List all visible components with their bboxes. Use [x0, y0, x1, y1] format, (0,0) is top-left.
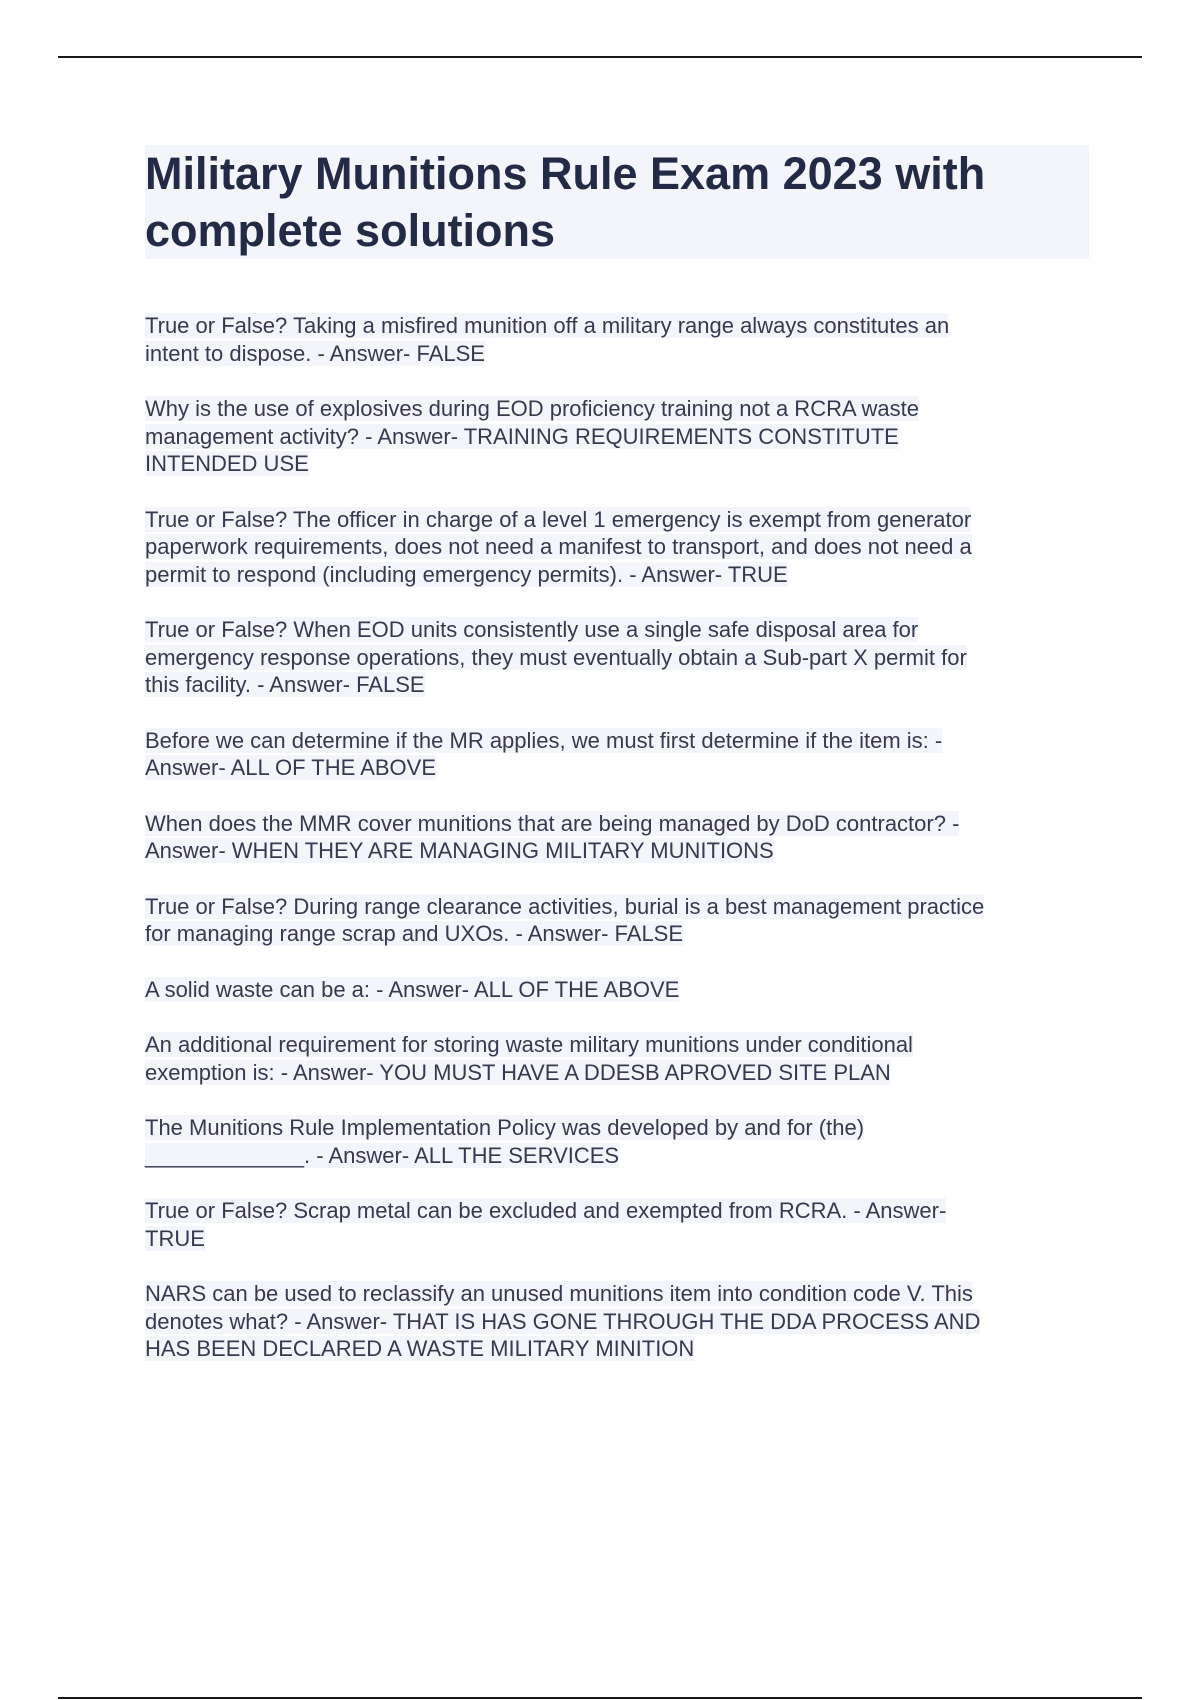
qa-list: [145, 312, 1080, 1391]
qa-item: [145, 1280, 1080, 1363]
qa-item-text: Before we can determine if the MR applies, we must first determine if the item is: - Answer- ALL OF THE ABOVE: [145, 727, 943, 780]
qa-item-text: True or False? Taking a misfired munition off a military range always constitutes an intent to dispose. - Answer- FALSE: [145, 313, 950, 366]
qa-item: [145, 506, 1080, 589]
qa-item-text: Why is the use of explosives during EOD proficiency training not a RCRA waste management activity? - Answer- TRAINING REQUIREMENTS CONSTITUTE INTENDED USE: [145, 396, 920, 476]
footer-rule: [58, 1697, 1142, 1699]
qa-item: [145, 395, 1080, 478]
qa-item: [145, 727, 1080, 782]
qa-item-text: True or False? During range clearance activities, burial is a best management practice for managing range scrap and UXOs. - Answer- FALSE: [145, 893, 985, 946]
header-rule: [58, 56, 1142, 58]
qa-item: [145, 1114, 1080, 1169]
qa-item-text: True or False? When EOD units consistently use a single safe disposal area for emergency response operations, they must eventually obtain a Sub-part X permit for this facility. - Answer- FALSE: [145, 617, 967, 697]
qa-item: [145, 976, 1080, 1004]
qa-item-text: True or False? Scrap metal can be excluded and exempted from RCRA. - Answer- TRUE: [145, 1198, 947, 1251]
qa-item-text: The Munitions Rule Implementation Policy was developed by and for (the) _____________. - Answer- ALL THE SERVICES: [145, 1115, 865, 1168]
title-block: [145, 145, 1089, 259]
qa-item: [145, 893, 1080, 948]
qa-item: [145, 810, 1080, 865]
qa-item: [145, 1031, 1080, 1086]
qa-item: [145, 312, 1080, 367]
qa-item: [145, 1197, 1080, 1252]
qa-item-text: An additional requirement for storing waste military munitions under conditional exemption is: - Answer- YOU MUST HAVE A DDESB APROVED SITE PLAN: [145, 1032, 913, 1085]
document-title: Military Munitions Rule Exam 2023 with complete solutions: [145, 148, 986, 256]
qa-item-text: A solid waste can be a: - Answer- ALL OF THE ABOVE: [145, 976, 680, 1002]
qa-item-text: When does the MMR cover munitions that are being managed by DoD contractor? - Answer- WHEN THEY ARE MANAGING MILITARY MUNITIONS: [145, 810, 960, 863]
qa-item-text: NARS can be used to reclassify an unused munitions item into condition code V. This denotes what? - Answer- THAT IS HAS GONE THROUGH THE DDA PROCESS AND HAS BEEN DECLARED A WASTE MILITARY MINITION: [145, 1281, 981, 1361]
qa-item-text: True or False? The officer in charge of a level 1 emergency is exempt from generator paperwork requirements, does not need a manifest to transport, and does not need a permit to respond (including emergency permits). - Answer- TRUE: [145, 506, 972, 587]
qa-item: [145, 616, 1080, 699]
